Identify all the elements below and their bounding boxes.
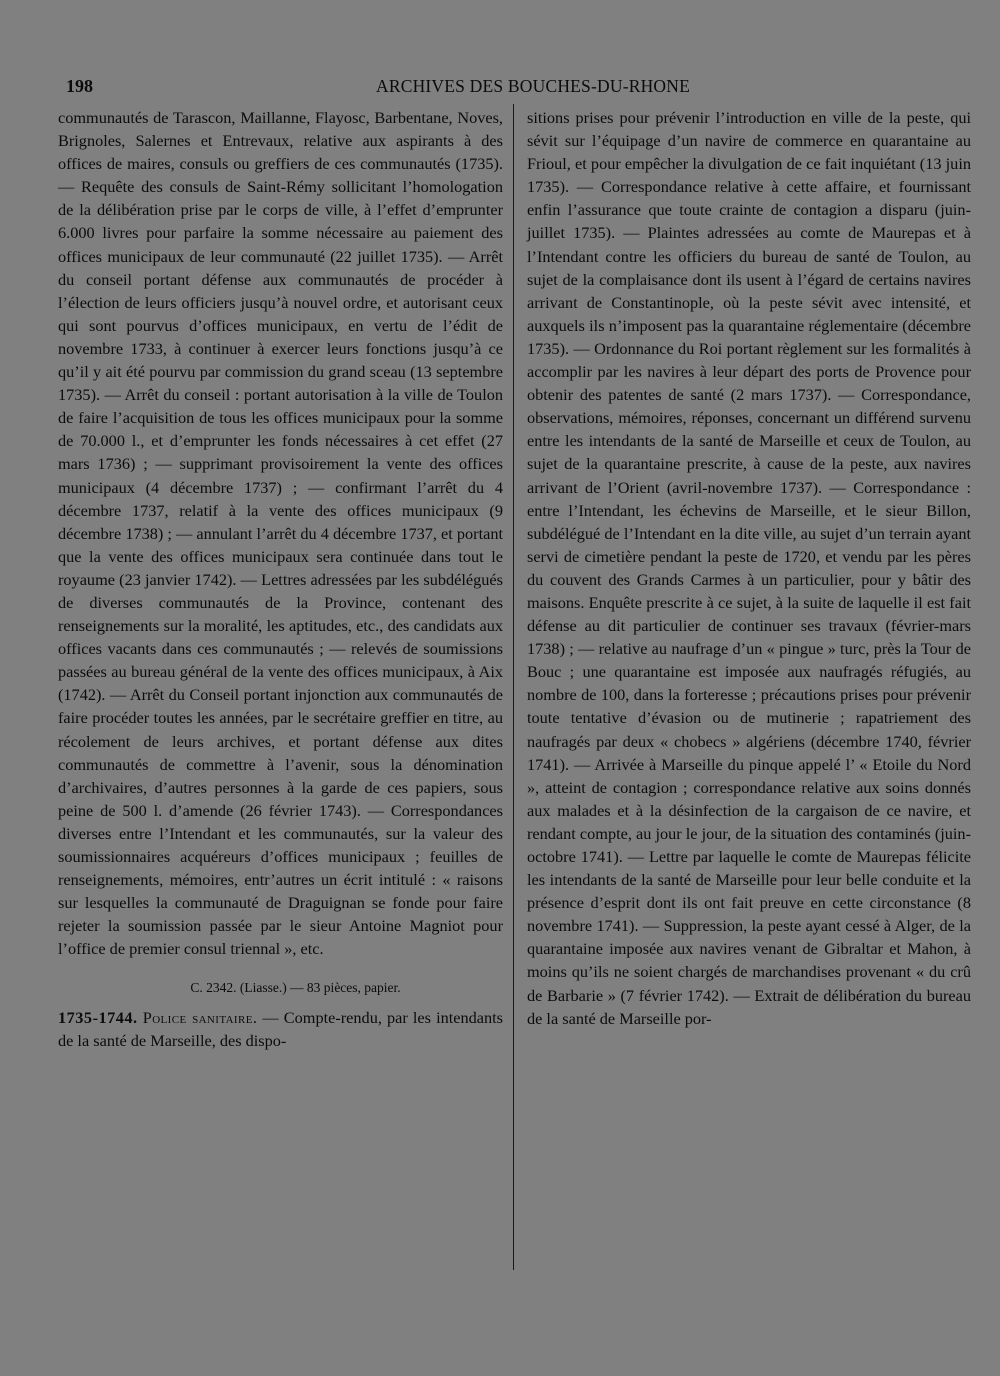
entry-text: — Compte-rendu, par les intendants de la santé de Marseille, des dispo- (58, 1007, 503, 1050)
page-number: 198 (66, 76, 93, 96)
column-divider (513, 104, 514, 1270)
archive-citation: C. 2342. (Liasse.) — 83 pièces, papier. (190, 980, 401, 996)
entry-date: 1735-1744. (58, 1007, 138, 1027)
left-column-paragraph: communautés de Tarascon, Maillanne, Flayosc, Barbentane, Noves, Brignoles, Salernes et Entrevaux, relative aux aspirants à des offices de maires, consuls ou greffiers de ces communautés (1735). — Requête des consuls de Saint-Rémy sollicitant l’homologation de la délibération prise par le corps de ville, à l’effet d’emprunter 6.000 livres pour parfaire la somme nécessaire au paiement des offices municipaux de leur communauté (22 juillet 1735). — Arrêt du conseil portant défense aux communautés de procéder à l’élection de leurs officiers jusqu’à nouvel ordre, et autorisant ceux qui sont pourvus d’offices municipaux, en vertu de l’édit de novembre 1733, à continuer à exercer leurs fonctions jusqu’à ce qu’il y ait été pourvu par commission du grand sceau (13 septembre 1735). — Arrêt du conseil : portant autorisation à la ville de Toulon de faire l’acquisition de tous les offices municipaux pour la somme de 70.000 l., et d’emprunter les fonds nécessaires à cet effet (27 mars 1736) ; — supprimant provisoirement la vente des offices municipaux (4 décembre 1737) ; — confirmant l’arrêt du 4 décembre 1737, relatif à la vente des offices municipaux (9 décembre 1738) ; — annulant l’arrêt du 4 décembre 1737, et portant que la vente des offices municipaux sera continuée dans tout le royaume (23 janvier 1742). — Lettres adressées par les subdélégués de diverses communautés de la Province, contenant des renseignements sur la moralité, les aptitudes, etc., des candidats aux offices vacants dans ces communautés ; — relevés de soumissions passées au bureau général de la vente des offices municipaux, à Aix (1742). — Arrêt du Conseil portant injonction aux communautés de faire procéder toutes les années, par le secrétaire greffier en titre, au récolement de leurs archives, et portant défense aux dites communautés de commettre à l’avenir, sous la dénomination d’archivaires, d’autres personnes à la garde de ces papiers, sous peine de 500 l. d’amende (26 février 1743). — Correspondances diverses entre l’Intendant et les communautés, sur la valeur des soumissionnaires acquéreurs d’offices municipaux ; feuilles de renseignements, mémoires, entr’autres un écrit intitulé : « raisons sur lesquelles la communauté de Draguignan se fonde pour faire rejeter la soumission passée par le sieur Antoine Magniot pour l’office de premier consul triennal », etc. (58, 108, 503, 959)
running-title: ARCHIVES DES BOUCHES-DU-RHONE (375, 76, 690, 96)
right-column-paragraph: sitions prises pour prévenir l’introduction en ville de la peste, qui sévit sur l’équipage d’un navire de commerce en quarantaine au Frioul, et pour empêcher la divulgation de ce fait inquiétant (13 juin 1735). — Correspondance relative à cette affaire, et fournissant enfin l’assurance que toute crainte de contagion a disparu (juin-juillet 1735). — Plaintes adressées au comte de Maurepas et à l’Intendant contre les officiers du bureau de santé de Toulon, au sujet de la complaisance dont ils usent à l’égard de certains navires arrivant de Constantinople, où la peste sévit avec intensité, et auxquels ils n’imposent pas la quarantaine réglementaire (décembre 1735). — Ordonnance du Roi portant règlement sur les formalités à accomplir par les navires à leur départ des ports de Provence pour obtenir des patentes de santé (2 mars 1737). — Correspondance, observations, mémoires, réponses, concernant un différend survenu entre les intendants de la santé de Marseille et ceux de Toulon, au sujet de la quarantaine prescrite, à cause de la peste, aux navires arrivant de l’Orient (avril-novembre 1737). — Correspondance : entre l’Intendant, les échevins de Marseille, et le sieur Billon, subdélégué de l’Intendant en la dite ville, au sujet d’un terrain ayant servi de cimetière pendant la peste de 1720, et vendu par les pères du couvent des Grands Carmes à un particulier, pour y bâtir des maisons. Enquête prescrite à ce sujet, à la suite de laquelle il est fait défense au dit particulier de continuer ses travaux (février-mars 1738) ; — relative au naufrage d’un « pingue » turc, près la Tour de Bouc ; une quarantaine est imposée aux naufragés réfugiés, au nombre de 100, dans la forteresse ; précautions prises pour prévenir toute tentative d’évasion ou de mutinerie ; rapatriement des naufragés par deux « chobecs » algériens (décembre 1740, février 1741). — Arrivée à Marseille du pinque appelé l’ « Etoile du Nord », atteint de contagion ; correspondance relative aux soins donnés aux malades et à la désinfection de la cargaison de ce navire, et rendant compte, au jour le jour, de la situation des contaminés (juin-octobre 1741). — Lettre par laquelle le comte de Maurepas félicite les intendants de la santé de Marseille pour leur belle conduite et la présence d’esprit dont ils ont fait preuve en cette circonstance (8 novembre 1741). — Suppression, la peste ayant cessé à Alger, de la quarantaine imposée aux navires venant de Gibraltar et Mahon, à moins qu’ils ne soient chargés de marchandises provenant « du crû de Barbarie » (7 février 1742). — Extrait de délibération du bureau de la santé de Marseille por- (527, 108, 971, 1028)
right-column (527, 106, 971, 1030)
page-header (66, 76, 970, 102)
entry-heading: Police sanitaire. (142, 1007, 258, 1027)
entry-paragraph (58, 1006, 503, 1052)
left-column (58, 106, 503, 1052)
